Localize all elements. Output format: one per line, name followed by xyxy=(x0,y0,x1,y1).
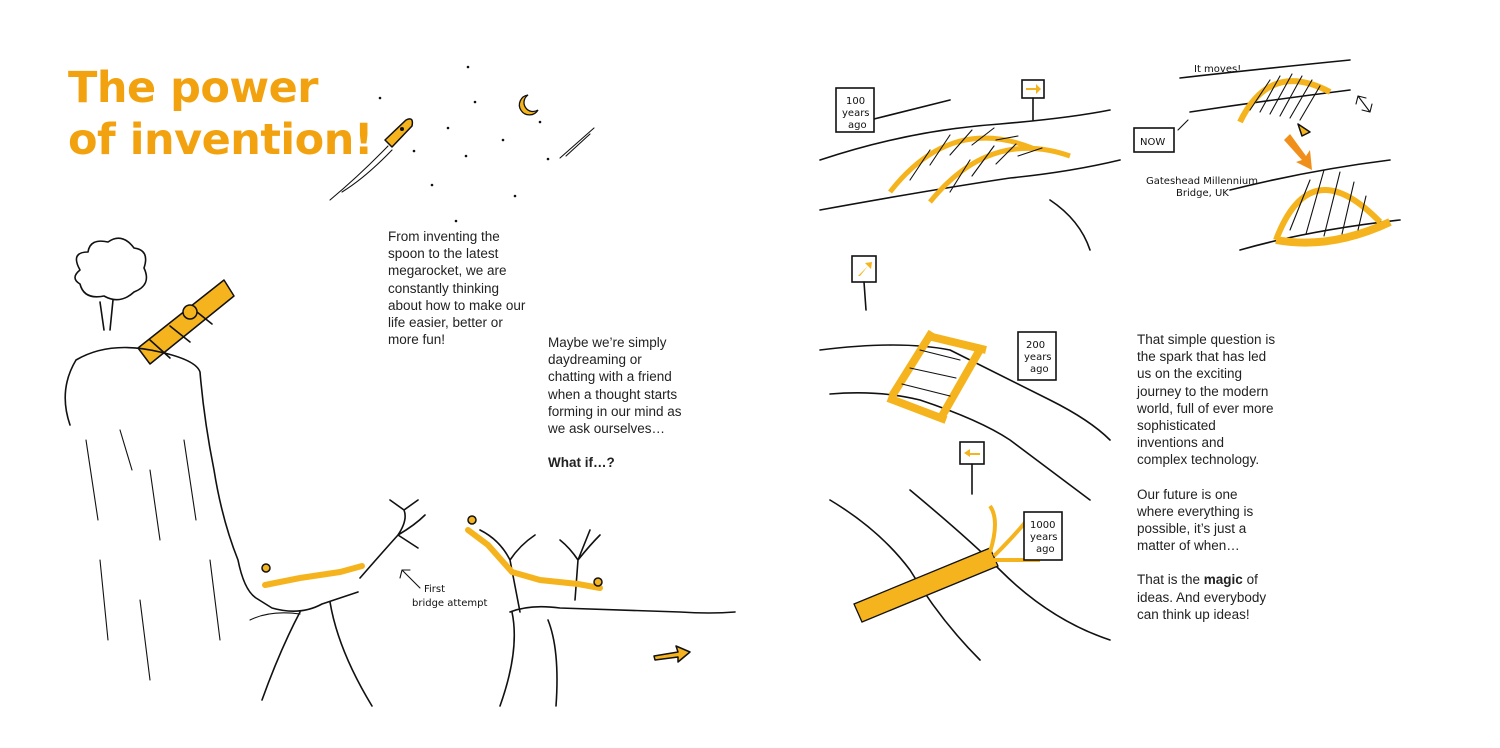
label-arrow xyxy=(400,570,420,588)
tree-drawing xyxy=(75,238,146,330)
sign-200-years-word: years xyxy=(1024,352,1052,363)
dead-tree-1 xyxy=(360,500,425,578)
rocket-icon xyxy=(330,119,412,200)
label-it-moves: It moves! xyxy=(1194,64,1242,75)
fallen-tree-drawing xyxy=(830,490,1110,660)
future-text: Our future is one where everything is possible, it’s just a matter of when… xyxy=(1137,486,1254,554)
gateshead-bridge-drawing xyxy=(1180,60,1400,250)
right-illustration xyxy=(750,0,1500,748)
telescope-drawing xyxy=(138,280,234,364)
label-first: First xyxy=(424,584,446,595)
label-gateshead-1: Gateshead Millennium xyxy=(1146,176,1258,187)
shooting-star xyxy=(560,128,594,158)
middle-cliff xyxy=(510,607,735,613)
move-arrows-icon xyxy=(1356,96,1372,112)
arrow-right-icon xyxy=(654,646,690,662)
sign-200-num: 200 xyxy=(1026,340,1046,351)
whatif-block xyxy=(548,334,688,488)
intro-paragraph xyxy=(388,228,528,365)
whatif-text: What if…? xyxy=(548,455,615,471)
intro-text: From inventing the spoon to the latest megarocket, we are constantly thinking about how to make our life easier, better or more fun! xyxy=(388,229,526,348)
arrow-down-icon xyxy=(1284,134,1312,170)
label-gateshead-2: Bridge, UK xyxy=(1176,188,1229,199)
sign-1000-ago: ago xyxy=(1036,544,1055,555)
magic-after: of ideas. And everybody can think up ideas! xyxy=(1137,572,1267,622)
sign-100-years-word: years xyxy=(842,108,870,119)
people-chain xyxy=(262,516,602,588)
sign-1000-years-word: years xyxy=(1030,532,1058,543)
daydream-text: Maybe we’re simply daydreaming or chatting with a friend when a thought starts forming in our mind as we ask ourselves… xyxy=(548,335,682,437)
magic-before: That is the xyxy=(1137,572,1204,588)
sign-100-ago: ago xyxy=(848,120,867,131)
magic-text xyxy=(1137,571,1277,623)
right-page xyxy=(750,0,1500,748)
wooden-bridge-drawing xyxy=(820,332,1110,500)
moon-icon xyxy=(519,95,538,115)
stars xyxy=(379,66,550,223)
title-line-1: The power xyxy=(68,63,318,113)
magic-bold: magic xyxy=(1203,572,1243,588)
journey-text: That simple question is the spark that has led us on the exciting journey to the modern world, full of ever more sophisticated inventions and complex technology. xyxy=(1137,332,1276,468)
signpost-up xyxy=(852,256,876,282)
sign-200-ago: ago xyxy=(1030,364,1049,375)
sign-1000-num: 1000 xyxy=(1030,520,1056,531)
label-bridge-attempt: bridge attempt xyxy=(412,598,488,609)
title-line-2: of invention! xyxy=(68,115,373,165)
label-now: NOW xyxy=(1140,137,1166,148)
journey-block xyxy=(1137,331,1277,640)
sign-100-num: 100 xyxy=(846,96,866,107)
